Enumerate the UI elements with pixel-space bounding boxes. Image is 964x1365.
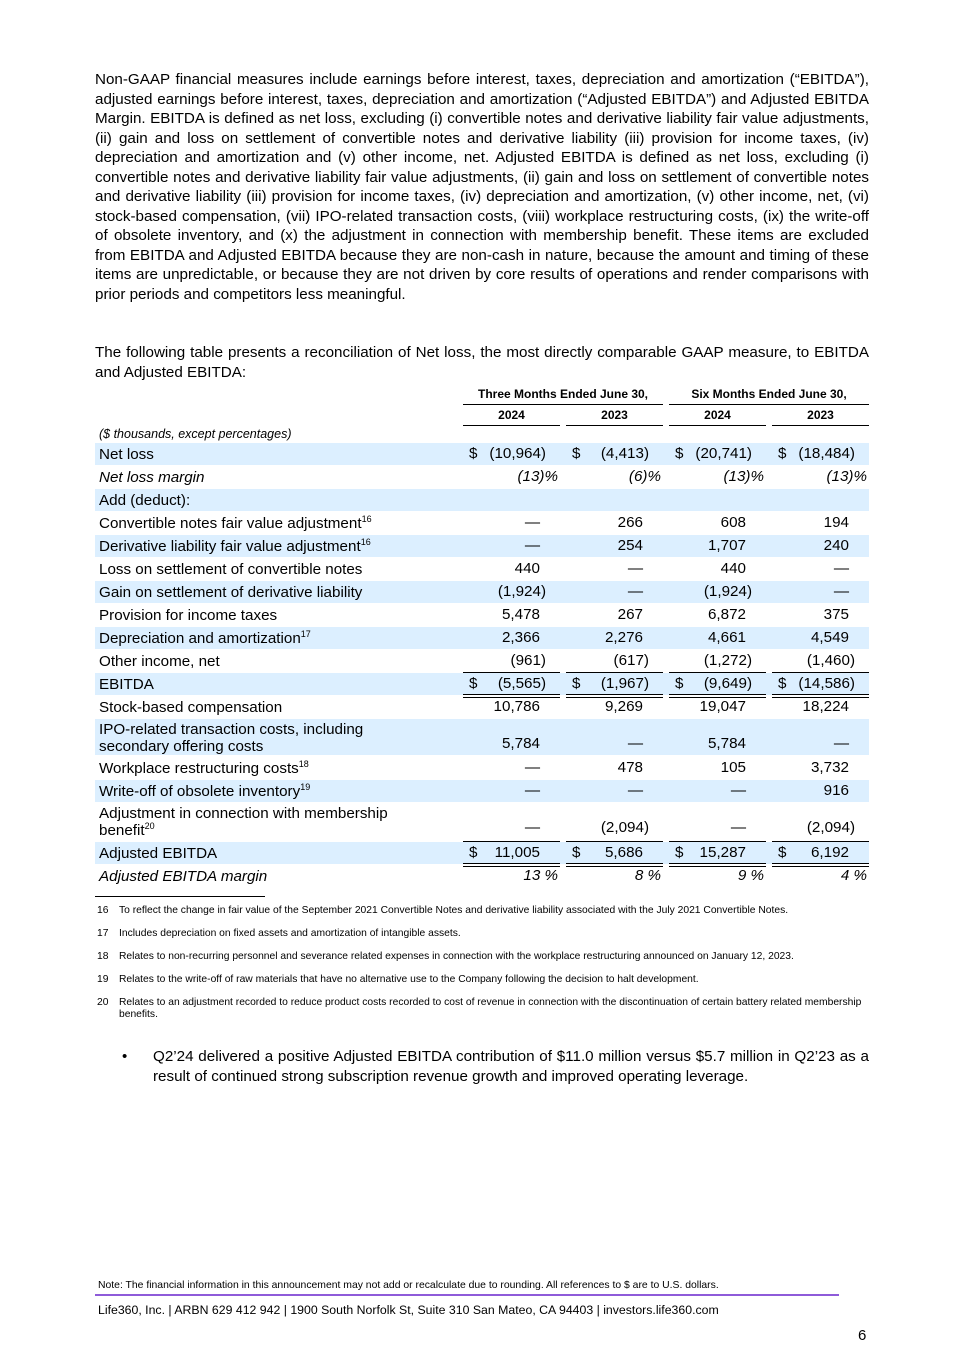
- row-label: [99, 805, 419, 839]
- single-underline: [463, 841, 560, 842]
- value-cell: 3,732: [810, 759, 849, 776]
- value-cell: 13 %: [523, 867, 558, 884]
- value-cell: 5,478: [501, 606, 540, 623]
- row-label-text: Adjustment in connection with membership benefit: [99, 805, 388, 839]
- value-cell: —: [524, 819, 540, 836]
- footnote-ref: 19: [300, 782, 311, 792]
- double-underline: [566, 863, 663, 867]
- currency-symbol: $: [778, 844, 787, 861]
- row-label: [99, 469, 205, 486]
- row-label-text: Provision for income taxes: [99, 607, 278, 624]
- value-cell: 254: [617, 537, 643, 554]
- table-row: [95, 650, 869, 672]
- year-header: 2023: [566, 405, 663, 426]
- value-cell: (6)%: [628, 468, 661, 485]
- row-label: [99, 783, 310, 800]
- single-underline: [772, 672, 869, 673]
- intro-paragraph: Non-GAAP financial measures include earnings before interest, taxes, depreciation and amortization (“EBITDA”), adjusted earnings before interest, taxes, depreciation and amortization (“Adjusted EBITDA”) and Adjusted EBITDA Margin. EBITDA is defined as net loss, excluding (i) convertible notes and derivative liability fair value adjustments, (ii) gain and loss on settlement of convertible notes and derivative liability (iii) provision for income taxes, (iv) depreciation and amortization and (v) other income, net. Adjusted EBITDA is defined as net loss, excluding (i) convertible notes and derivative liability fair value adjustments, (ii) gain and loss on settlement of convertible notes and derivative liability (iii) provision for income taxes, (iv) depreciation and amortization, (v) other income, net, (vi) stock-based compensation, (vii) IPO-related transaction costs, (viii) workplace restructuring costs, (ix) the write-off of obsolete inventory, and (x) the adjustment in connection with membership benefit. These items are excluded from EBITDA and Adjusted EBITDA because they are non-cash in nature, because the amount and timing of these items are unpredictable, or because they are not driven by core results of operations and render comparisons with prior periods and competitors less meaningful.: [95, 71, 869, 303]
- row-label: [99, 760, 309, 777]
- year-header: 2024: [669, 405, 766, 426]
- value-cell: (13)%: [826, 468, 867, 485]
- footnote-number: 16: [97, 905, 109, 916]
- double-underline: [463, 863, 560, 867]
- table-row: [95, 696, 869, 718]
- value-cell: 608: [720, 514, 746, 531]
- value-cell: (2,094): [600, 819, 649, 836]
- table-row: [95, 719, 869, 755]
- value-cell: (9,649): [703, 675, 752, 692]
- value-cell: 440: [720, 560, 746, 577]
- currency-symbol: $: [469, 675, 478, 692]
- value-cell: (20,741): [695, 445, 752, 462]
- value-cell: (13)%: [723, 468, 764, 485]
- table-row: [95, 604, 869, 626]
- value-cell: —: [833, 560, 849, 577]
- footnote-text: To reflect the change in fair value of the September 2021 Convertible Notes and derivative liability associated with the July 2021 Convertible Notes.: [119, 905, 789, 916]
- table-row: [95, 842, 869, 864]
- table-row: [95, 512, 869, 534]
- currency-symbol: $: [469, 844, 478, 861]
- row-label: [99, 607, 277, 624]
- row-label-text: Derivative liability fair value adjustment: [99, 538, 361, 555]
- value-cell: 5,784: [707, 735, 746, 752]
- value-cell: —: [524, 537, 540, 554]
- value-cell: (4,413): [600, 445, 649, 462]
- value-cell: —: [833, 735, 849, 752]
- year-header: 2024: [463, 405, 560, 426]
- value-cell: 5,686: [604, 844, 643, 861]
- single-underline: [772, 841, 869, 842]
- footnote-ref: 17: [300, 629, 311, 639]
- value-cell: (14,586): [798, 675, 855, 692]
- row-label-text: Gain on settlement of derivative liability: [99, 584, 363, 601]
- value-cell: 10,786: [493, 698, 540, 715]
- bullet-icon: •: [122, 1048, 128, 1065]
- value-cell: —: [627, 782, 643, 799]
- value-cell: 15,287: [699, 844, 746, 861]
- single-underline: [463, 672, 560, 673]
- value-cell: 240: [823, 537, 849, 554]
- currency-symbol: $: [572, 844, 581, 861]
- table-row: [95, 627, 869, 649]
- value-cell: 4 %: [840, 867, 867, 884]
- table-row: [95, 780, 869, 802]
- table-row: [95, 757, 869, 779]
- double-underline: [669, 694, 766, 698]
- row-label: [99, 515, 372, 532]
- row-label-text: Workplace restructuring costs: [99, 760, 299, 777]
- year-header: 2023: [772, 405, 869, 426]
- row-label: [99, 845, 217, 862]
- table-row: [95, 865, 869, 887]
- value-cell: 11,005: [494, 844, 540, 861]
- value-cell: 9 %: [737, 867, 764, 884]
- value-cell: 267: [617, 606, 643, 623]
- value-cell: 5,784: [501, 735, 540, 752]
- value-cell: (10,964): [489, 445, 546, 462]
- value-cell: 8 %: [634, 867, 661, 884]
- value-cell: 478: [617, 759, 643, 776]
- table-row: [95, 466, 869, 488]
- value-cell: 105: [720, 759, 746, 776]
- value-cell: (617): [613, 652, 649, 669]
- row-label-text: Adjusted EBITDA: [99, 845, 218, 862]
- footnote-ref: 18: [298, 759, 309, 769]
- row-label: [99, 868, 267, 885]
- value-cell: 2,276: [604, 629, 643, 646]
- value-cell: (2,094): [806, 819, 855, 836]
- table-row: [95, 443, 869, 465]
- bullet-text: Q2’24 delivered a positive Adjusted EBITDA contribution of $11.0 million versus $5.7 million in Q2’23 as a result of continued strong subscription revenue growth and improved operating leverage.: [153, 1048, 869, 1085]
- single-underline: [566, 672, 663, 673]
- value-cell: 375: [823, 606, 849, 623]
- footnote-text: Relates to the write-off of raw materials that have no alternative use to the Company following the decision to halt development.: [119, 974, 699, 985]
- value-cell: (13)%: [517, 468, 558, 485]
- footnote-number: 18: [97, 951, 109, 962]
- double-underline: [772, 863, 869, 867]
- value-cell: —: [524, 759, 540, 776]
- table-intro-paragraph: The following table presents a reconciliation of Net loss, the most directly comparable GAAP measure, to EBITDA and Adjusted EBITDA:: [95, 344, 869, 381]
- value-cell: 440: [514, 560, 540, 577]
- currency-symbol: $: [469, 445, 478, 462]
- row-label-text: Convertible notes fair value adjustment: [99, 515, 362, 532]
- row-label-text: Write-off of obsolete inventory: [99, 783, 301, 800]
- single-underline: [669, 841, 766, 842]
- value-cell: (1,272): [703, 652, 752, 669]
- row-label-text: Adjusted EBITDA margin: [99, 868, 268, 885]
- table-row: [95, 489, 869, 511]
- footer-divider: [95, 1294, 839, 1296]
- group-header-three-months: Three Months Ended June 30,: [463, 384, 663, 405]
- single-underline: [566, 841, 663, 842]
- row-label: [99, 630, 311, 647]
- value-cell: 6,192: [810, 844, 849, 861]
- value-cell: 18,224: [802, 698, 849, 715]
- table-row: [95, 535, 869, 557]
- value-cell: 19,047: [699, 698, 746, 715]
- units-note: ($ thousands, except percentages): [99, 427, 292, 441]
- footnote-divider: [95, 896, 265, 897]
- footnote-text: Relates to an adjustment recorded to reduce product costs recorded to cost of revenue in connection with the discontinuation of certain battery related membership benefits.: [119, 997, 862, 1020]
- value-cell: (1,924): [497, 583, 546, 600]
- row-label: [99, 676, 154, 693]
- currency-symbol: $: [572, 445, 581, 462]
- row-label: [99, 653, 220, 670]
- row-label-text: IPO-related transaction costs, including secondary offering costs: [99, 721, 364, 755]
- table-row: [95, 803, 869, 839]
- row-label-text: Depreciation and amortization: [99, 630, 301, 647]
- footer-address: Life360, Inc. | ARBN 629 412 942 | 1900 South Norfolk St, Suite 310 San Mateo, CA 94403 | investors.life360.com: [98, 1303, 719, 1317]
- value-cell: (961): [510, 652, 546, 669]
- row-label: [99, 584, 362, 601]
- value-cell: (1,924): [703, 583, 752, 600]
- value-cell: —: [524, 514, 540, 531]
- double-underline: [566, 694, 663, 698]
- row-label-text: Add (deduct):: [99, 492, 191, 509]
- footnote-ref: 20: [144, 821, 155, 831]
- value-cell: 4,549: [810, 629, 849, 646]
- value-cell: 9,269: [604, 698, 643, 715]
- footer-note: Note: The financial information in this announcement may not add or recalculate due to rounding. All references to $ are to U.S. dollars.: [98, 1280, 719, 1291]
- footnote-ref: 16: [361, 514, 372, 524]
- value-cell: 266: [617, 514, 643, 531]
- row-label: [99, 538, 371, 555]
- double-underline: [772, 694, 869, 698]
- double-underline: [669, 863, 766, 867]
- currency-symbol: $: [675, 445, 684, 462]
- value-cell: —: [730, 819, 746, 836]
- footnote-number: 20: [97, 997, 109, 1008]
- value-cell: —: [627, 735, 643, 752]
- value-cell: —: [627, 583, 643, 600]
- row-label: [99, 561, 362, 578]
- table-row: [95, 581, 869, 603]
- row-label: [99, 446, 154, 463]
- footnote-number: 19: [97, 974, 109, 985]
- footnote-number: 17: [97, 928, 109, 939]
- row-label-text: EBITDA: [99, 676, 154, 693]
- row-label-text: Loss on settlement of convertible notes: [99, 561, 363, 578]
- page-number: 6: [858, 1327, 867, 1344]
- value-cell: —: [833, 583, 849, 600]
- row-label: [99, 492, 190, 509]
- table-row: [95, 558, 869, 580]
- value-cell: 2,366: [501, 629, 540, 646]
- single-underline: [669, 672, 766, 673]
- row-label: [99, 721, 419, 755]
- row-label-text: Stock-based compensation: [99, 699, 283, 716]
- value-cell: (5,565): [497, 675, 546, 692]
- value-cell: —: [730, 782, 746, 799]
- value-cell: 194: [823, 514, 849, 531]
- currency-symbol: $: [778, 445, 787, 462]
- value-cell: 916: [823, 782, 849, 799]
- currency-symbol: $: [778, 675, 787, 692]
- value-cell: 6,872: [707, 606, 746, 623]
- value-cell: (18,484): [798, 445, 855, 462]
- group-header-six-months: Six Months Ended June 30,: [669, 384, 869, 405]
- currency-symbol: $: [675, 844, 684, 861]
- row-label-text: Other income, net: [99, 653, 220, 670]
- row-label: [99, 699, 282, 716]
- currency-symbol: $: [572, 675, 581, 692]
- table-row: [95, 673, 869, 695]
- value-cell: —: [627, 560, 643, 577]
- footnote-text: Relates to non-recurring personnel and severance related expenses in connection with the workplace restructuring announced on January 12, 2023.: [119, 951, 794, 962]
- currency-symbol: $: [675, 675, 684, 692]
- value-cell: (1,967): [600, 675, 649, 692]
- row-label-text: Net loss margin: [99, 469, 205, 486]
- footnote-ref: 16: [360, 537, 371, 547]
- footnote-text: Includes depreciation on fixed assets and amortization of intangible assets.: [119, 928, 461, 939]
- double-underline: [463, 694, 560, 698]
- value-cell: (1,460): [806, 652, 855, 669]
- value-cell: 4,661: [707, 629, 746, 646]
- value-cell: 1,707: [707, 537, 746, 554]
- row-label-text: Net loss: [99, 446, 154, 463]
- value-cell: —: [524, 782, 540, 799]
